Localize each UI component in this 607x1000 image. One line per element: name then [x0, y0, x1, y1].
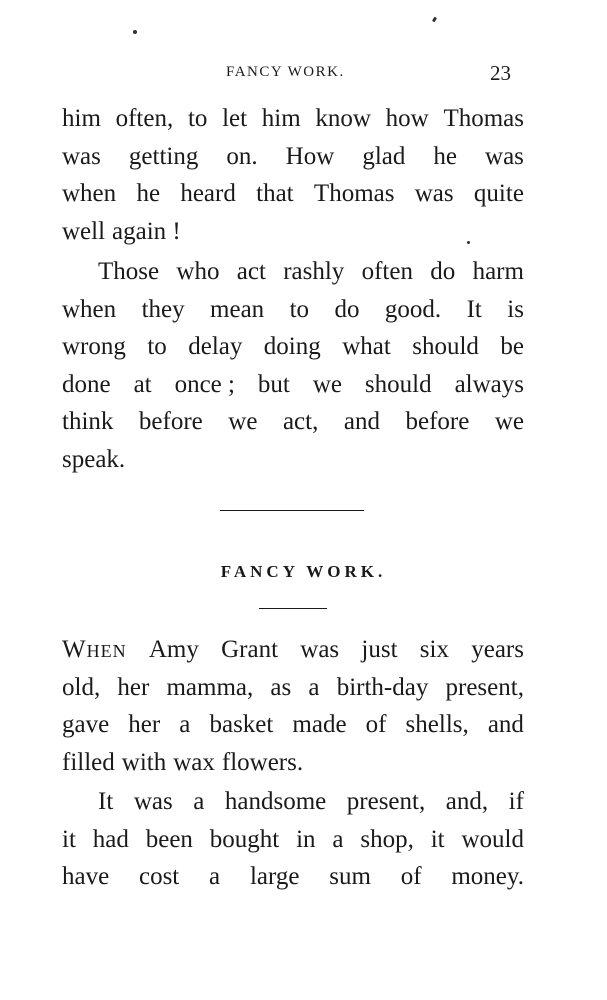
- word: Thomas: [443, 105, 524, 132]
- paragraph-moral: [62, 253, 524, 479]
- word: mamma,: [166, 673, 254, 701]
- word: a: [209, 863, 221, 891]
- word: had: [92, 825, 129, 853]
- word: large: [249, 863, 300, 891]
- word: when: [62, 295, 117, 323]
- section-title: FANCY WORK.: [220, 562, 387, 581]
- word: was: [300, 636, 340, 663]
- word: be: [500, 333, 524, 361]
- word: that: [256, 180, 294, 208]
- word: often: [361, 258, 413, 285]
- word: act,: [282, 408, 319, 436]
- text-line: [62, 138, 524, 176]
- word: was: [62, 142, 101, 170]
- word: to: [187, 105, 208, 132]
- word: old,: [62, 673, 101, 701]
- word: Those: [98, 258, 160, 285]
- word: wrong: [62, 333, 126, 361]
- word: glad: [362, 142, 406, 170]
- word: money.: [451, 863, 524, 891]
- word: act: [236, 258, 266, 285]
- word: with: [121, 748, 167, 776]
- word: doing: [263, 333, 321, 361]
- text-line: [62, 706, 524, 744]
- word: if: [508, 788, 524, 815]
- word: delay: [188, 333, 243, 361]
- word: would: [461, 825, 524, 853]
- word: was: [485, 142, 524, 170]
- word: handsome: [224, 788, 327, 815]
- word: birth-day: [336, 673, 429, 701]
- text-line: [62, 175, 524, 213]
- running-head: [0, 62, 607, 86]
- word: rashly: [283, 258, 345, 285]
- word: filled: [62, 748, 115, 776]
- word: speak.: [62, 445, 126, 473]
- text-line: [62, 669, 524, 707]
- text-line: [62, 783, 524, 821]
- word: and: [343, 408, 380, 436]
- word: sum: [329, 863, 371, 891]
- title-underline-rule: [259, 608, 327, 609]
- opening-small-caps-word: When: [62, 636, 127, 663]
- word: what: [342, 333, 391, 361]
- word: a: [308, 673, 320, 701]
- word: just: [361, 636, 398, 663]
- word: been: [145, 825, 193, 853]
- word: getting: [128, 142, 199, 170]
- word: let: [222, 105, 248, 132]
- word: Amy: [148, 636, 199, 663]
- word: we: [494, 408, 524, 436]
- word: was: [414, 180, 454, 208]
- word: flowers.: [221, 748, 304, 776]
- word: it: [430, 825, 445, 853]
- word: on.: [226, 142, 258, 170]
- word: present,: [346, 788, 426, 815]
- word: a: [193, 788, 205, 815]
- word: to: [147, 333, 167, 361]
- word: and,: [445, 788, 489, 815]
- word: again !: [112, 217, 181, 245]
- word: of: [400, 863, 422, 891]
- word: know: [315, 105, 371, 132]
- word: should: [412, 333, 479, 361]
- text-line: [62, 213, 524, 251]
- word: her: [128, 711, 161, 739]
- word: Thomas: [313, 180, 395, 208]
- word: is: [507, 295, 524, 323]
- word: was: [133, 788, 173, 815]
- word: six: [419, 636, 449, 663]
- word: done: [62, 370, 111, 398]
- word: once ;: [174, 370, 235, 398]
- word: years: [471, 636, 524, 663]
- word: before: [138, 408, 203, 436]
- word: cost: [138, 863, 180, 891]
- word: him: [261, 105, 301, 132]
- word: good.: [384, 295, 442, 323]
- word: do: [334, 295, 360, 323]
- text-line: [62, 403, 524, 441]
- word: made: [292, 711, 347, 739]
- word: we: [312, 370, 342, 398]
- paragraph-continuation: [62, 100, 524, 250]
- text-line: [62, 744, 524, 782]
- text-line: [62, 366, 524, 404]
- word: shells,: [405, 711, 469, 739]
- word: when: [62, 180, 117, 208]
- word: basket: [209, 711, 274, 739]
- print-speck: [432, 17, 437, 23]
- word: heard: [180, 180, 236, 208]
- print-speck: [133, 30, 137, 34]
- word: a: [332, 825, 344, 853]
- word: have: [62, 863, 110, 891]
- paragraph-story-opening: [62, 631, 524, 781]
- word: always: [454, 370, 524, 398]
- text-line: [62, 631, 524, 669]
- word: him: [62, 105, 101, 132]
- word: in: [296, 825, 316, 853]
- word: present,: [445, 673, 524, 701]
- word: her: [117, 673, 150, 701]
- text-line: [62, 858, 524, 896]
- word: quite: [473, 180, 524, 208]
- running-title: FANCY WORK.: [226, 64, 345, 80]
- word: he: [433, 142, 457, 170]
- text-line: [62, 253, 524, 291]
- word: he: [136, 180, 161, 208]
- text-line: [62, 100, 524, 138]
- print-speck: [467, 241, 470, 244]
- word: harm: [472, 258, 524, 285]
- paragraph-story-continued: [62, 783, 524, 896]
- text-line: [62, 291, 524, 329]
- word: how: [385, 105, 429, 132]
- word: they: [141, 295, 185, 323]
- word: it: [62, 825, 76, 853]
- word: wax: [173, 748, 215, 776]
- text-line: [62, 821, 524, 859]
- word: a: [179, 711, 191, 739]
- word: think: [62, 408, 114, 436]
- word: It: [466, 295, 482, 323]
- word: shop,: [360, 825, 414, 853]
- word: should: [364, 370, 432, 398]
- section-divider-rule: [220, 510, 364, 511]
- word: often,: [115, 105, 174, 132]
- page-number: 23: [490, 61, 511, 85]
- word: we: [228, 408, 258, 436]
- word: as: [270, 673, 292, 701]
- word: and: [487, 711, 524, 739]
- word: to: [289, 295, 310, 323]
- text-line: [62, 328, 524, 366]
- word: well: [62, 217, 106, 245]
- word: who: [176, 258, 220, 285]
- text-line: [62, 441, 524, 479]
- word: bought: [209, 825, 280, 853]
- word: before: [405, 408, 470, 436]
- word: but: [257, 370, 290, 398]
- word: gave: [62, 711, 110, 739]
- word: at: [133, 370, 152, 398]
- word: mean: [210, 295, 265, 323]
- word: Grant: [221, 636, 279, 663]
- word: How: [285, 142, 335, 170]
- word: of: [365, 711, 387, 739]
- word: It: [98, 788, 114, 815]
- word: do: [430, 258, 456, 285]
